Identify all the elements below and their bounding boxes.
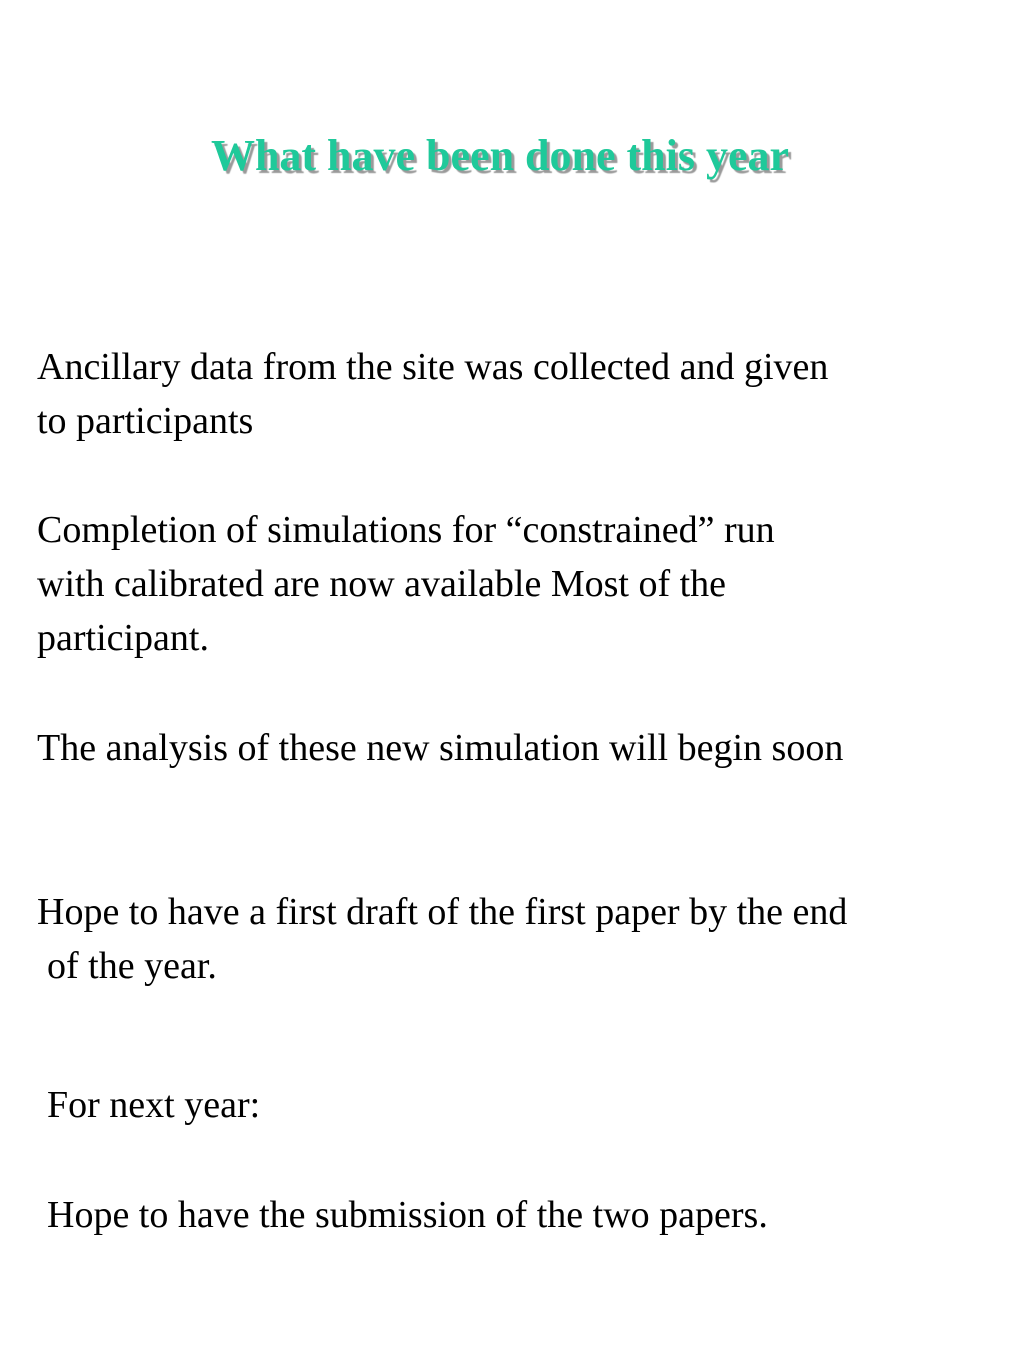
paragraph-line: The analysis of these new simulation will begin soon (37, 727, 844, 769)
paragraph-first-draft (37, 885, 847, 993)
paragraph-line: Completion of simulations for “constrained” run (37, 509, 775, 551)
slide-title: What have been done this year (210, 131, 790, 180)
paragraph-line: Hope to have a first draft of the first paper by the end (37, 891, 848, 933)
paragraph-line: with calibrated are now available Most of the (37, 563, 727, 605)
paragraph-submission (37, 1188, 768, 1242)
paragraph-line: participant. (37, 617, 209, 659)
paragraph-line: of the year. (47, 945, 217, 987)
paragraph-line: Ancillary data from the site was collected and given (37, 346, 829, 388)
paragraph-line: Hope to have the submission of the two papers. (47, 1194, 768, 1236)
paragraph-completion-of-simulations (37, 503, 775, 665)
paragraph-ancillary-data (37, 340, 828, 448)
paragraph-next-year-heading (37, 1078, 260, 1132)
paragraph-line: to participants (37, 400, 254, 442)
paragraph-analysis (37, 721, 843, 775)
paragraph-line: For next year: (47, 1084, 261, 1126)
